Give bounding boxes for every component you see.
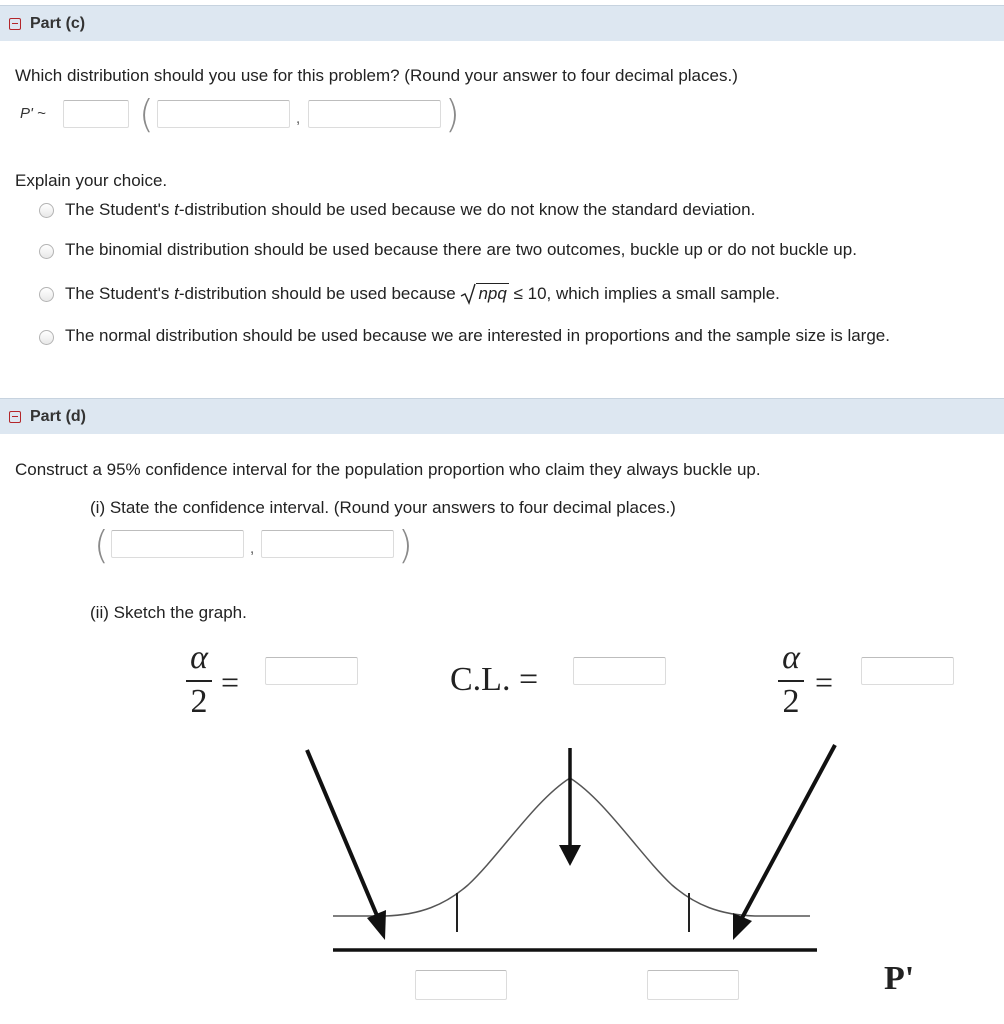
alpha-symbol: α	[190, 639, 208, 676]
option-3-text-c: ≤ 10, which implies a small sample.	[508, 284, 780, 303]
sqrt-radicand: npq	[478, 284, 507, 303]
distribution-label: P' ~	[20, 105, 46, 122]
option-1-text-b: -distribution should be used because we do not know the standard deviation.	[178, 200, 756, 219]
sub-question-ii: (ii) Sketch the graph.	[90, 603, 247, 622]
left-tail-arrow-shaft	[307, 750, 378, 918]
option-3-text-b: -distribution should be used because	[178, 284, 461, 303]
part-d-question: Construct a 95% confidence interval for the population proportion who claim they always buckle up.	[15, 460, 761, 479]
denominator: 2	[190, 683, 208, 720]
option-1-text-a: The Student's	[65, 200, 175, 219]
open-paren: (	[139, 92, 154, 136]
denominator: 2	[782, 683, 800, 720]
option-label-4[interactable]: The normal distribution should be used because we are interested in proportions and the sample size is large.	[65, 326, 890, 345]
ci-comma: ,	[250, 540, 255, 557]
right-tail-arrow-head	[733, 913, 752, 940]
part-c-question: Which distribution should you use for this problem? (Round your answer to four decimal places.)	[15, 66, 738, 85]
ci-open-paren: (	[94, 523, 109, 567]
param-comma: ,	[296, 110, 301, 127]
axis-label-p-prime: P'	[884, 960, 915, 997]
right-tail-arrow-shaft	[742, 745, 835, 918]
option-label-2[interactable]: The binomial distribution should be used because there are two outcomes, buckle up or do not buckle up.	[65, 240, 857, 259]
left-tail-arrow-head	[367, 910, 386, 940]
equals-left: =	[221, 664, 240, 700]
close-paren: )	[445, 92, 460, 136]
center-arrow-head	[559, 845, 581, 866]
explain-label: Explain your choice.	[15, 171, 168, 190]
lower-bound-axis-input[interactable]	[415, 970, 507, 1000]
option-3-text-t: t	[174, 284, 179, 303]
option-1-text-t: t	[174, 200, 179, 219]
part-d-title: Part (d)	[30, 407, 86, 425]
option-3-text-a: The Student's	[65, 284, 175, 303]
equals-right: =	[815, 664, 834, 700]
alpha-symbol: α	[782, 639, 800, 676]
part-c-title: Part (c)	[30, 14, 86, 32]
upper-bound-axis-input[interactable]	[647, 970, 739, 1000]
ci-close-paren: )	[398, 523, 413, 567]
confidence-level-label: C.L. =	[450, 661, 539, 698]
sub-question-i: (i) State the confidence interval. (Round your answers to four decimal places.)	[90, 498, 676, 517]
